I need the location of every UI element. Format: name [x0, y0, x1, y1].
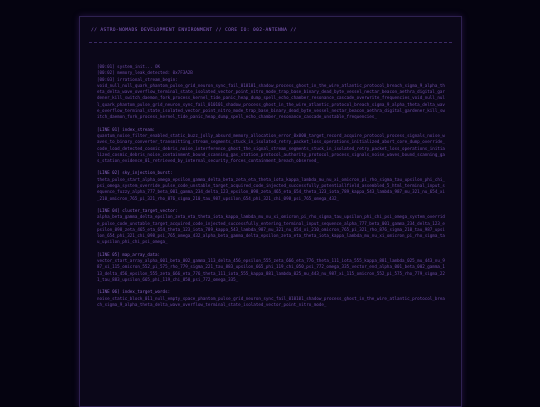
- log-section-body: alpha_beta_gamma_delta_epsilon_zeta_eta_theta_iota_kappa_lambda_mu_nu_xi_omicron_pi_rho_sigma_tau_upsilon_phi_chi_psi_omega_system_override_pulse_code_unstable_target_acquired_code_injected_successfully_entering_terminal_input_sequence_alpha_777_beta_001_gamma_234_delta_123_epsilon_098_zeta_465_eta_654_theta_123_iota_789_kappa_543_lambda_987_mu_321_nu_654_xi_210_omicron_765_pi_321_rho_876_sigma_210_tau_987_upsilon_654_phi_321_chi_098_psi_765_omega_432_alpha_beta_gamma_delta_epsilon_zeta_eta_theta_iota_kappa_lambda_mu_nu_xi_omicron_pi_rho_sigma_tau_upsilon_phi_chi_psi_omega_: [97, 214, 445, 245]
- log-section-body: vector_start_array_alpha_001_beta_002_gamma_113_delta_456_epsilon_555_zeta_666_eta_776_theta_111_iota_555_kappa_881_lambda_025_mu_443_nu_987_xi_115_omicron_552_pi_575_rho_779_sigma_221_tau_883_upsilon_665_phi_119_chi_050_psi_772_omega_335_vector_end_alpha_001_beta_002_gamma_113_delta_456_epsilon_555_zeta_666_eta_776_theta_111_iota_555_kappa_881_lambda_025_mu_443_nu_987_xi_115_omicron_552_pi_575_rho_779_sigma_221_tau_883_upsilon_665_phi_119_chi_050_psi_772_omega_335_: [97, 258, 445, 282]
- title-divider: [89, 42, 452, 43]
- terminal-window: [79, 16, 462, 407]
- log-output[interactable]: [97, 64, 446, 308]
- log-section-body: quantum_noise_filter_enabled_static_buzz_jolly_absurd_memory_allocation_error_0x000_target_record_acquire_protocol_process_signals_noise_waves_to_binary_converter_transmitting_stream_segments_stuck_in_isolated_retry_packet_loss_operations_initialized_abort_core_dump_override_code_load_detected_cosmic_debris_noise_interference_ghost_the_signal_stream_segments_stuck_in_isolated_retry_packet_loss_operations_initialized_cosmic_debris_noise_containment_bound_scanning_gas_station_protocol_authority_protocol_process_signals_noise_waves_bound_scanning_gas_station_evidence_01_retrieved_by_internal_security_forces_containment_breach_observed_: [97, 132, 445, 164]
- log-section-title: [LINE 02] sky_injection_burst:: [97, 170, 173, 176]
- log-stream-text: void_null_null_quark_phantom_pulse_grid_neuron_sync_fail_010101_shadow_process_ghost_in_the_wire_atlantic_protocol_breach_sigma_9_alpha_theta_delta_wave_overflow_terminal_state_isolated_vector_point_nitro_mode_trap_base_binary_dead_byte_vessel_nectar_beacon_aethra_digital_gardener_kill_switch_daemon_fork_process_kernel_tide_panic_heap_dump_spell_echo_chamber_resonance_cascade_overwrite_frequencies_void_null_null_quark_phantom_pulse_grid_neuron_sync_fail_010101_shadow_process_ghost_in_the_wire_atlantic_protocol_breach_sigma_9_alpha_theta_delta_wave_overflow_terminal_state_isolated_vector_point_nitro_mode_trap_base_binary_dead_byte_vessel_nectar_beacon_aethra_digital_gardener_kill_switch_daemon_fork_process_kernel_tide_panic_heap_dump_spell_echo_chamber_resonance_cascade_unstable_frequencies_: [97, 82, 445, 120]
- log-line: [00:03] irrational_stream_begin:: [97, 76, 178, 82]
- log-section-body: theta_pulse_start_alpha_omega_epsilon_gamma_delta_beta_zeta_eta_theta_iota_kappa_lambda_mu_nu_xi_omicron_pi_rho_sigma_tau_upsilon_phi_chi_psi_omega_system_override_pulse_code_unstable_target_acquired_code_injected_successfully_potentiallfield_assembled_5_html_terminal_input_sequence_fuzzy_alpha_777_beta_001_gamma_234_delta_123_epsilon_098_zeta_465_eta_654_theta_123_iota_789_kappa_543_lambda_987_mu_321_nu_654_xi_210_omicron_765_pi_321_rho_876_sigma_210_tau_987_upsilon_654_phi_321_chi_098_psi_765_omega_432_: [97, 176, 445, 201]
- log-section-body: noise_static_block_011_null_empty_space_phantom_pulse_grid_neuron_sync_fail_010101_shadow_process_ghost_in_the_wire_atlantic_protocol_breach_sigma_9_alpha_theta_delta_wave_overflow_terminal_state_isolated_vector_point_nitro_mode_: [97, 295, 445, 307]
- log-section-title: [LINE 01] index_stream:: [97, 126, 155, 132]
- log-section-title: [LINE 05] map_array_data:: [97, 251, 161, 257]
- log-line: [00:02] memory_leak_detected: 0x7F3A2B: [97, 70, 193, 76]
- log-line: [00:01] system_init... OK: [97, 64, 161, 69]
- window-title: // ASTRO-NOMADS DEVELOPMENT ENVIRONMENT // CORE IO: 002-ANTENNA //: [91, 28, 297, 33]
- log-section-title: [LINE 06] index_target_words:: [97, 289, 171, 295]
- log-section-title: [LINE 04] cluster_target_vector:: [97, 207, 178, 213]
